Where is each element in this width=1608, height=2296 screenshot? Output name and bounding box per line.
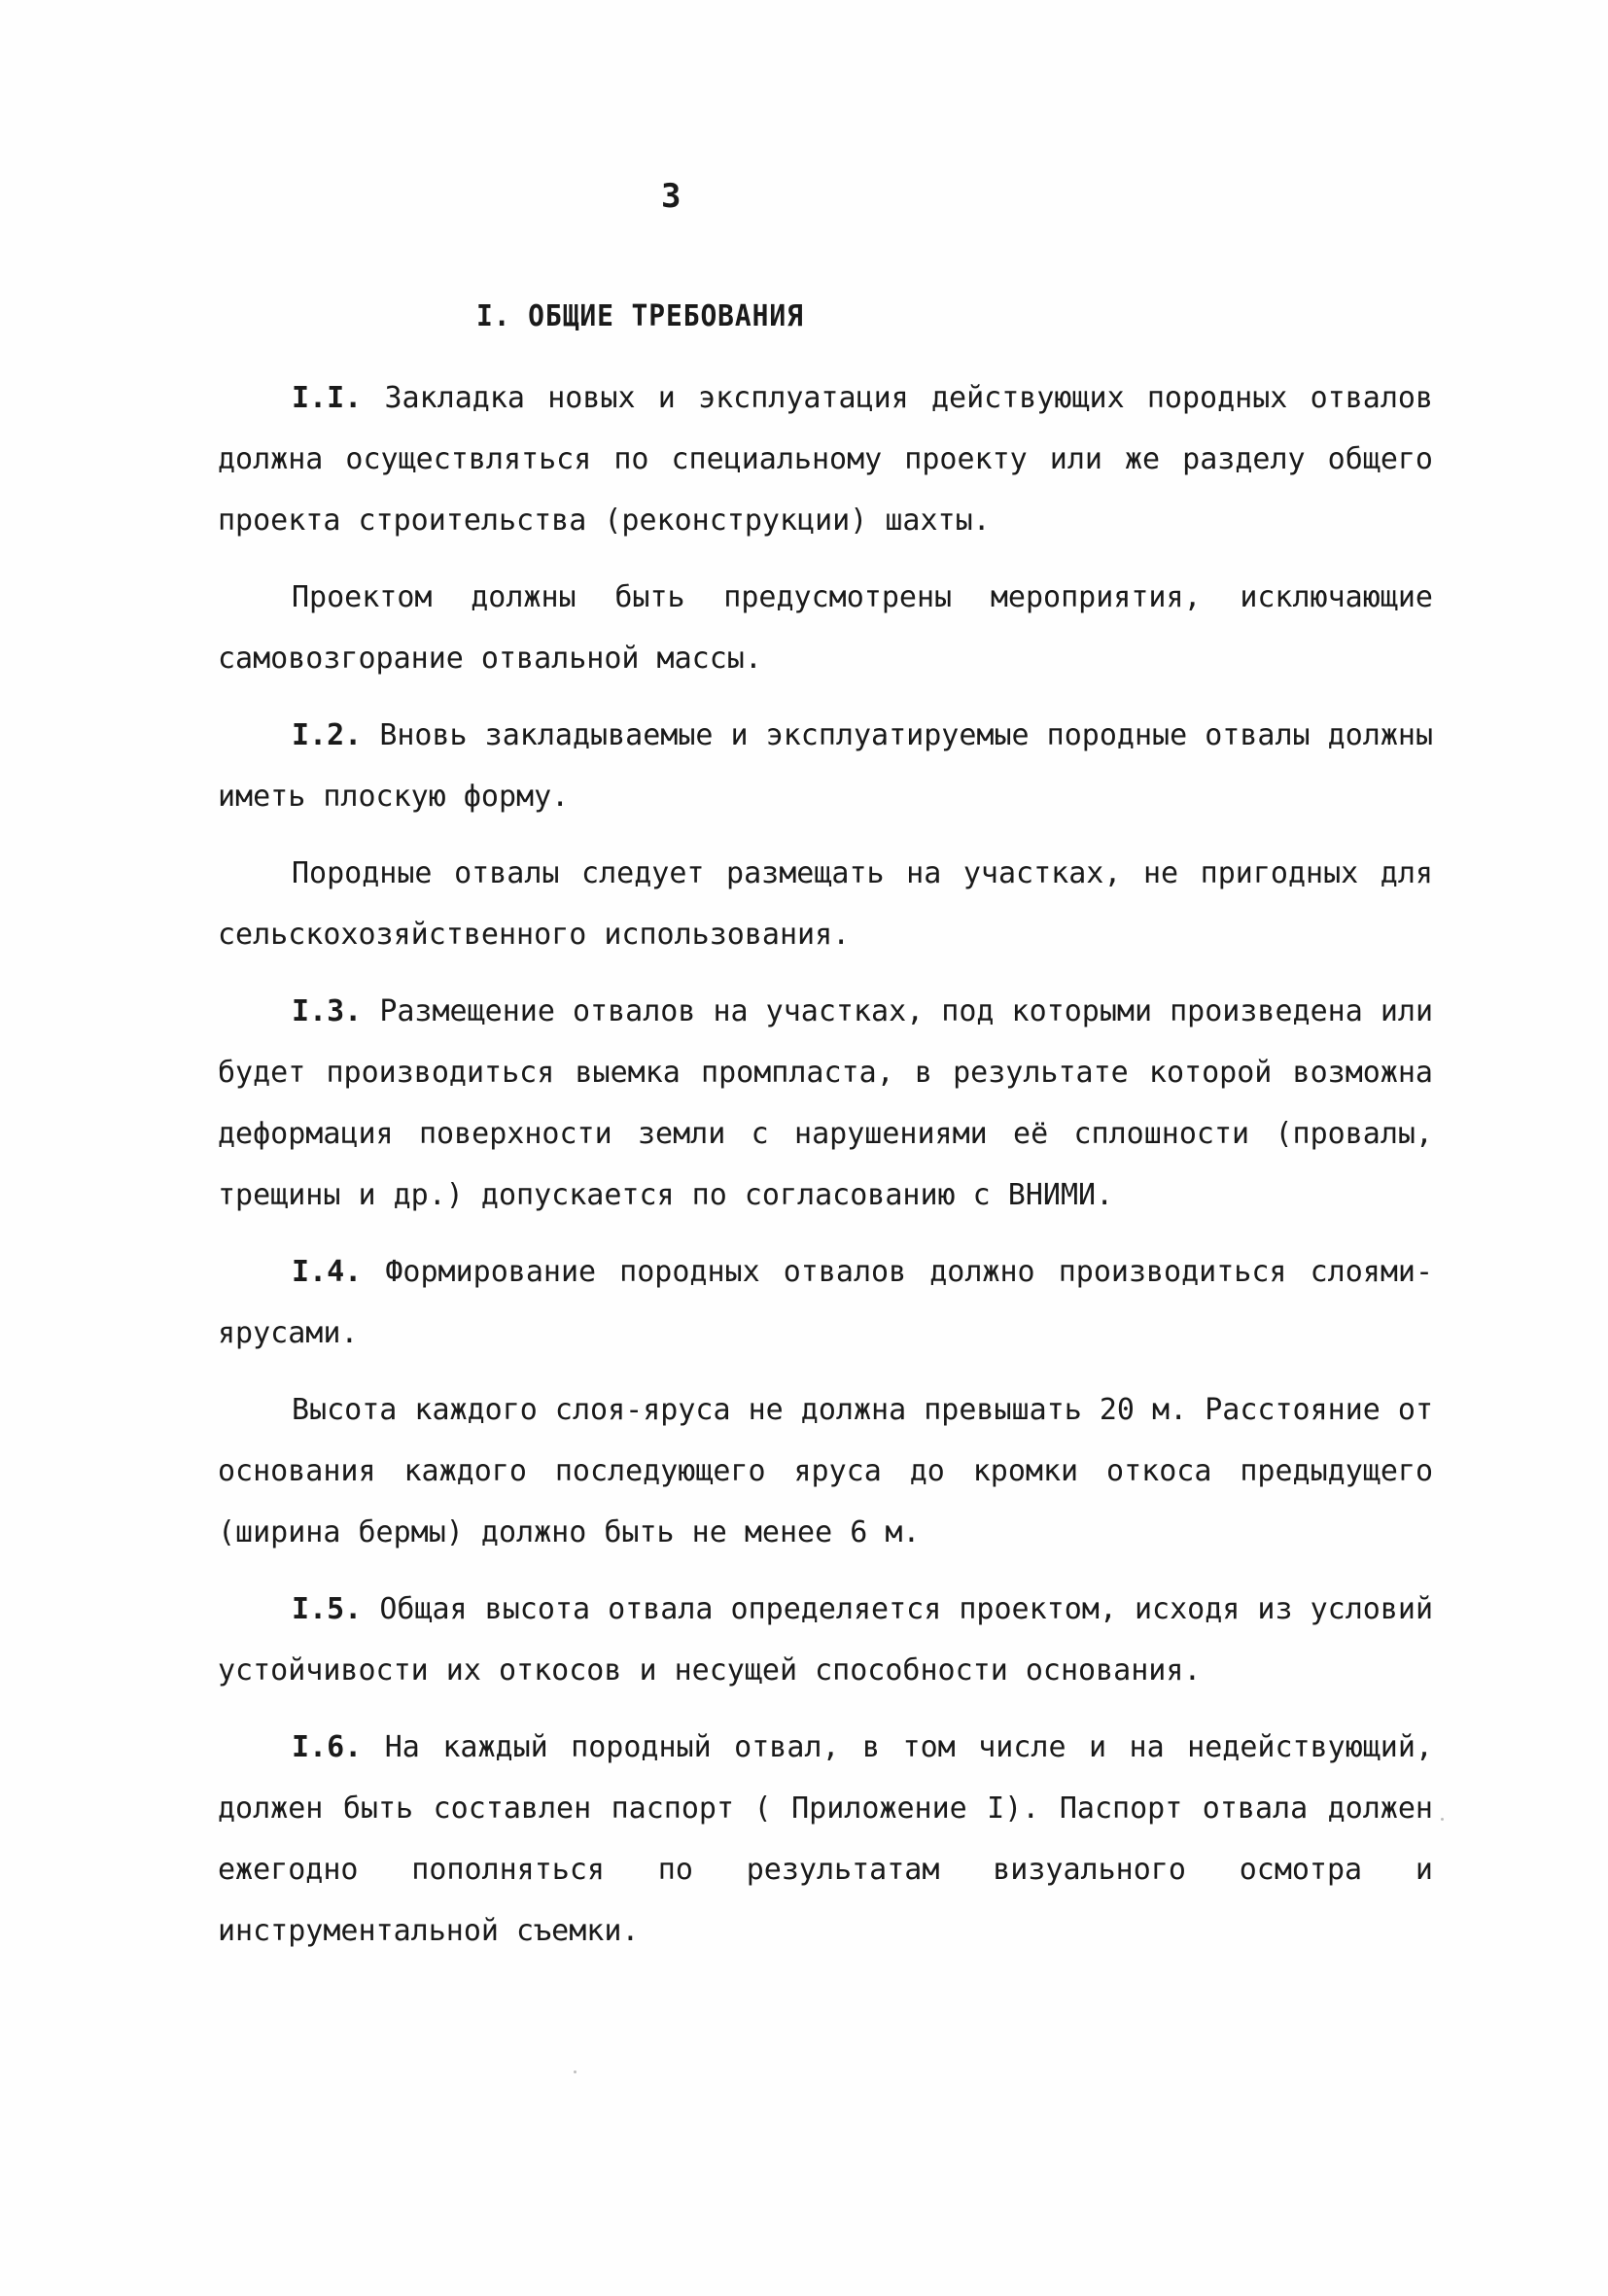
clause-number: I.I.	[292, 381, 363, 415]
scan-speck	[1441, 1818, 1444, 1821]
paragraph-1-3	[218, 981, 1433, 1226]
paragraph-1-1-cont	[218, 567, 1433, 689]
paragraph-1-1	[218, 367, 1433, 551]
paragraph-1-4	[218, 1241, 1433, 1364]
clause-number: I.2.	[292, 718, 363, 752]
paragraph-1-6	[218, 1717, 1433, 1962]
paragraph-text: Закладка новых и эксплуатация действующих породных отвалов должна осуществляться по специальному проекту или же разделу общего проекта строительства (реконструкции) шахты.	[218, 381, 1434, 538]
page-number: 3	[661, 177, 682, 216]
document-body	[218, 367, 1433, 1977]
section-heading: I. ОБЩИЕ ТРЕБОВАНИЯ	[476, 299, 804, 333]
paragraph-text: Проектом должны быть предусмотрены мероприятия, исключающие самовозгорание отвальной массы.	[218, 580, 1433, 676]
paragraph-text: На каждый породный отвал, в том числе и на недействующий, должен быть составлен паспорт ( Приложение I). Паспорт отвала должен ежегодно пополняться по результатам визуального осмотра и инструментальной съемки.	[218, 1730, 1433, 1948]
paragraph-text: Породные отвалы следует размещать на участках, не пригодных для сельскохозяйственного использования.	[218, 856, 1433, 952]
paragraph-text: Высота каждого слоя-яруса не должна превышать 20 м. Расстояние от основания каждого последующего яруса до кромки откоса предыдущего (ширина бермы) должно быть не менее 6 м.	[218, 1393, 1433, 1549]
paragraph-text: Вновь закладываемые и эксплуатируемые породные отвалы должны иметь плоскую форму.	[218, 718, 1434, 814]
paragraph-1-2	[218, 705, 1433, 827]
clause-number: I.4.	[292, 1255, 363, 1289]
clause-number: I.3.	[292, 994, 363, 1028]
paragraph-text: Размещение отвалов на участках, под которыми произведена или будет производиться выемка промпласта, в результате которой возможна деформация поверхности земли с нарушениями её сплошности (провалы, трещины и др.) допускается по согласованию с ВНИМИ.	[218, 994, 1434, 1212]
paragraph-text: Общая высота отвала определяется проектом, исходя из условий устойчивости их откосов и несущей способности основания.	[218, 1592, 1434, 1687]
scan-speck	[574, 2070, 577, 2073]
clause-number: I.5.	[292, 1592, 363, 1626]
paragraph-text: Формирование породных отвалов должно производиться слоями-ярусами.	[218, 1255, 1434, 1350]
paragraph-1-2-cont	[218, 843, 1433, 965]
clause-number: I.6.	[292, 1730, 363, 1764]
paragraph-1-5	[218, 1579, 1433, 1701]
paragraph-1-4-cont	[218, 1379, 1433, 1563]
